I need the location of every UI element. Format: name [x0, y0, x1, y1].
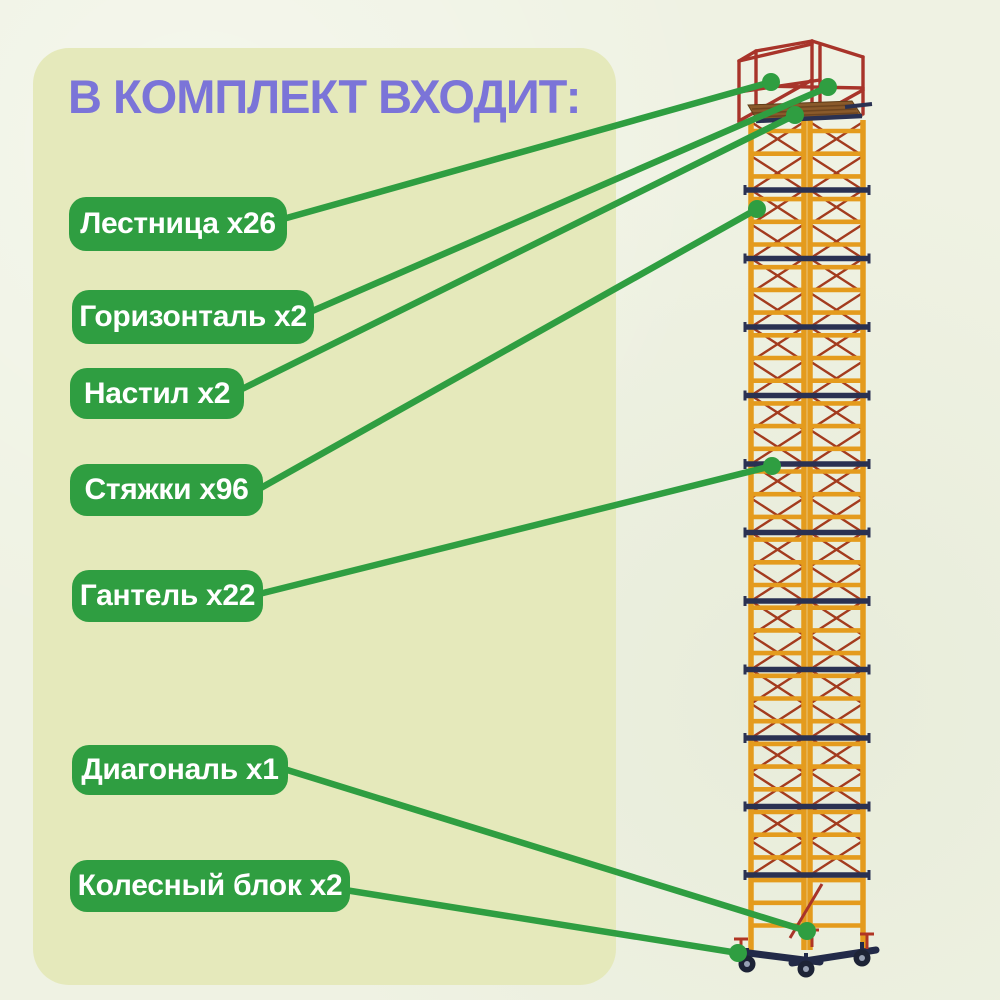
connector-lines	[240, 82, 828, 953]
label-ladder: Лестница x26	[69, 197, 287, 251]
page-title: В КОМПЛЕКТ ВХОДИТ:	[68, 70, 581, 123]
label-dumbbell-connector: Гантель x22	[72, 570, 263, 622]
label-diagonal: Диагональ x1	[72, 745, 288, 795]
label-deck: Настил x2	[70, 368, 244, 419]
label-ties: Стяжки x96	[70, 464, 263, 516]
label-horizontal-bar: Горизонталь x2	[72, 290, 314, 344]
label-wheel-block: Колесный блок x2	[70, 860, 350, 912]
tower-art	[733, 41, 876, 978]
